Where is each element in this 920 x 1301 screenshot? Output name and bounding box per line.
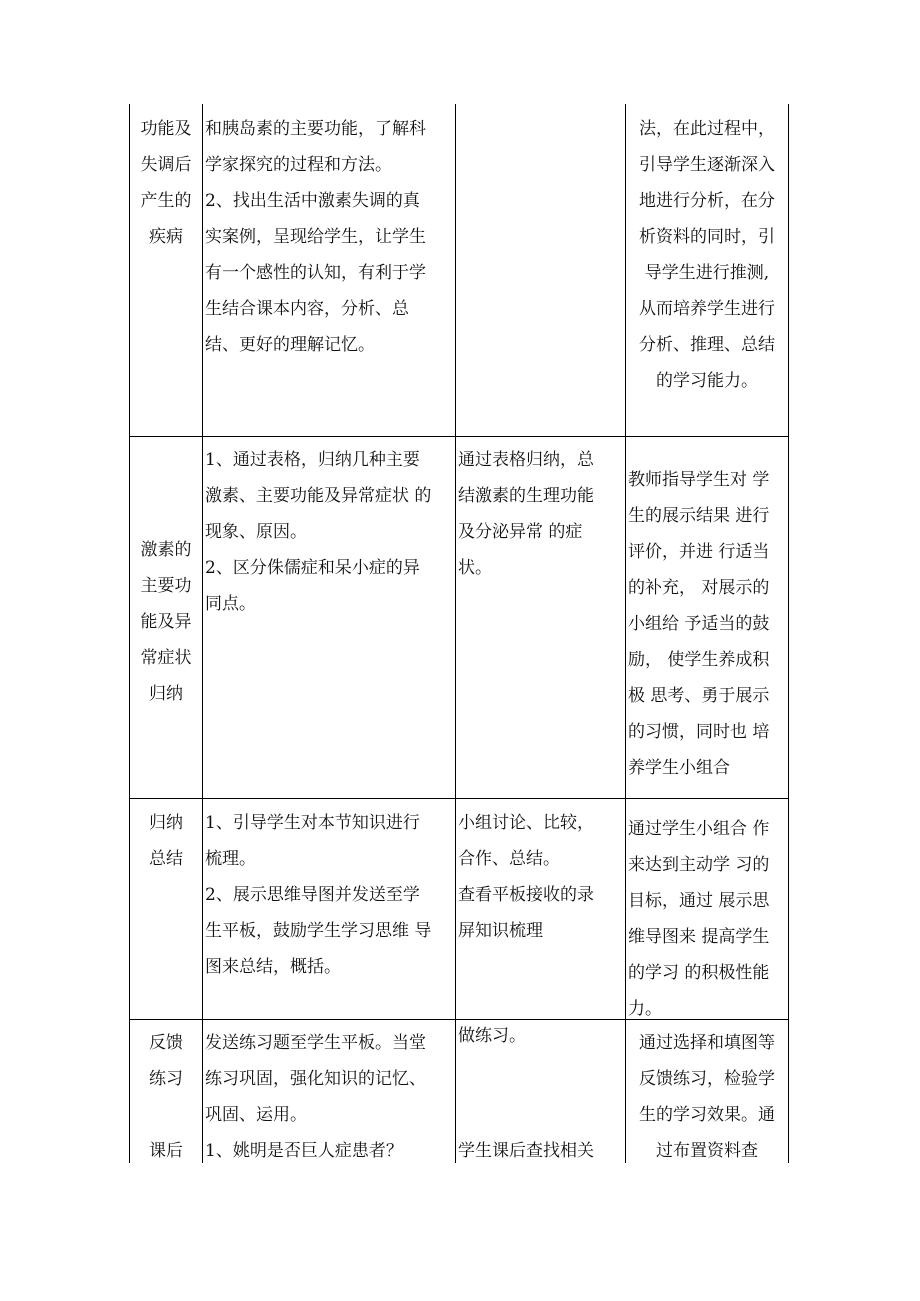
row2-intent-line: 小组给 予适当的鼓 — [628, 614, 770, 634]
row1-teacher-line: 生结合课本内容，分析、总 — [205, 299, 409, 319]
row1-intent-line: 分析、推理、总结 — [639, 335, 775, 355]
row3-intent-line: 通过学生小组合 作 — [628, 819, 770, 839]
row1-teacher-line: 有一个感性的认知，有利于学 — [205, 263, 426, 283]
row2-intent-line: 的补充， 对展示的 — [628, 578, 770, 598]
row2-student-cell — [458, 442, 624, 586]
row2-intent-line: 生的展示结果 进行 — [628, 506, 770, 526]
row4-intent-cell — [626, 1025, 788, 1169]
row1-intent-line: 法，在此过程中， — [639, 119, 775, 139]
row4-teacher-line: 巩固、运用。 — [205, 1105, 307, 1125]
row2-teacher-line: 2、区分侏儒症和呆小症的异 — [205, 558, 420, 578]
row1-teacher-line: 实案例，呈现给学生，让学生 — [205, 227, 426, 247]
row1-intent-line: 从而培养学生进行 — [639, 299, 775, 319]
row4-student-line: 学生课后查找相关 — [458, 1141, 594, 1161]
row1-teacher-line: 结、更好的理解记忆。 — [205, 335, 375, 355]
row4-teacher-line: 1、姚明是否巨人症患者？ — [205, 1141, 403, 1161]
row1-stage-line: 疾病 — [149, 227, 183, 247]
row3-stage-cell — [130, 805, 202, 877]
row3-student-line: 小组讨论、比较， — [458, 813, 594, 833]
row3-intent-line: 的学习 的积极性能 — [628, 963, 770, 983]
row1-stage-cell — [130, 111, 202, 255]
row2-stage-line: 常症状 — [140, 648, 192, 668]
row1-intent-line: 的学习能力。 — [656, 371, 758, 391]
row3-intent-line: 目标，通过 展示思 — [628, 891, 770, 911]
row2-teacher-line: 现象、原因。 — [205, 522, 307, 542]
row3-student-cell — [458, 805, 624, 949]
row4-teacher-line: 练习巩固，强化知识的记忆、 — [205, 1069, 426, 1089]
row4-student-line: 做练习。 — [458, 1026, 526, 1046]
row2-intent-cell — [628, 462, 788, 786]
row3-intent-line: 维导图来 提高学生 — [628, 927, 770, 947]
row2-stage-line: 主要功 — [140, 576, 192, 596]
row2-student-line: 状。 — [458, 558, 492, 578]
row2-student-line: 通过表格归纳，总 — [458, 450, 594, 470]
row2-stage-line: 能及异 — [140, 612, 192, 632]
row2-intent-line: 励， 使学生养成积 — [628, 650, 770, 670]
row2-teacher-line: 激素、主要功能及异常症状 的 — [205, 486, 432, 506]
row4-stage-extra — [130, 1133, 202, 1169]
row2-intent-line: 的习惯，同时也 培 — [628, 722, 770, 742]
row1-intent-cell — [626, 111, 788, 399]
row3-teacher-line: 梳理。 — [205, 849, 256, 869]
row-divider-2 — [129, 798, 789, 799]
row2-teacher-line: 同点。 — [205, 594, 256, 614]
row3-stage-line: 归纳 — [149, 813, 183, 833]
row3-student-line: 查看平板接收的录 — [458, 885, 594, 905]
row3-teacher-line: 生平板，鼓励学生学习思维 导 — [205, 921, 432, 941]
row2-student-line: 结激素的生理功能 — [458, 486, 594, 506]
row4-student-cell-2 — [458, 1133, 624, 1169]
row4-student-cell — [458, 1018, 624, 1054]
row2-intent-line: 评价，并进 行适当 — [628, 542, 770, 562]
row3-teacher-cell — [205, 805, 454, 985]
row1-stage-line: 功能及 — [140, 119, 192, 139]
row2-teacher-cell — [205, 442, 454, 622]
row1-teacher-line: 2、找出生活中激素失调的真 — [205, 191, 420, 211]
row3-stage-line: 总结 — [149, 849, 183, 869]
row1-intent-line: 析资料的同时，引 — [639, 227, 775, 247]
row1-teacher-cell — [205, 111, 454, 363]
row2-intent-line: 养学生小组合 — [628, 758, 730, 778]
row2-student-line: 及分泌异常 的症 — [458, 522, 583, 542]
row3-teacher-line: 2、展示思维导图并发送至学 — [205, 885, 420, 905]
row2-intent-line: 教师指导学生对 学 — [628, 470, 770, 490]
table-border-col1 — [202, 104, 203, 1163]
row1-teacher-line: 和胰岛素的主要功能，了解科 — [205, 119, 426, 139]
row-divider-1 — [129, 436, 789, 437]
row3-intent-line: 来达到主动学 习的 — [628, 855, 770, 875]
row4-stage-line: 练习 — [149, 1069, 183, 1089]
row2-stage-line: 归纳 — [149, 684, 183, 704]
row2-stage-line: 激素的 — [140, 540, 192, 560]
row2-teacher-line: 1、通过表格，归纳几种主要 — [205, 450, 420, 470]
row3-intent-line: 力。 — [628, 999, 662, 1019]
row1-intent-line: 引导学生逐渐深入 — [639, 155, 775, 175]
row4-intent-line: 生的学习效果。通 — [639, 1105, 775, 1125]
row3-intent-cell — [628, 811, 788, 1027]
row4-intent-line: 反馈练习，检验学 — [639, 1069, 775, 1089]
row4-teacher-line: 发送练习题至学生平板。当堂 — [205, 1033, 426, 1053]
table-border-col2 — [455, 104, 456, 1163]
row2-intent-line: 极 思考、勇于展示 — [628, 686, 770, 706]
row1-stage-line: 产生的 — [140, 191, 192, 211]
row3-teacher-line: 1、引导学生对本节知识进行 — [205, 813, 420, 833]
table-border-right — [788, 104, 789, 1163]
row1-intent-line: 地进行分析，在分 — [639, 191, 775, 211]
row4-stage-line: 反馈 — [149, 1033, 183, 1053]
row3-student-line: 屏知识梳理 — [458, 921, 543, 941]
row1-stage-line: 失调后 — [140, 155, 192, 175]
row4-stage-extra-line: 课后 — [149, 1141, 183, 1161]
row4-intent-line: 过布置资料查 — [656, 1141, 758, 1161]
row4-teacher-cell — [205, 1025, 454, 1169]
row4-intent-line: 通过选择和填图等 — [639, 1033, 775, 1053]
row4-stage-cell — [130, 1025, 202, 1097]
row3-teacher-line: 图来总结，概括。 — [205, 957, 341, 977]
row2-stage-cell — [130, 532, 202, 712]
row1-intent-line: 导学生进行推测, — [644, 263, 770, 283]
row3-student-line: 合作、总结。 — [458, 849, 560, 869]
row1-teacher-line: 学家探究的过程和方法。 — [205, 155, 392, 175]
